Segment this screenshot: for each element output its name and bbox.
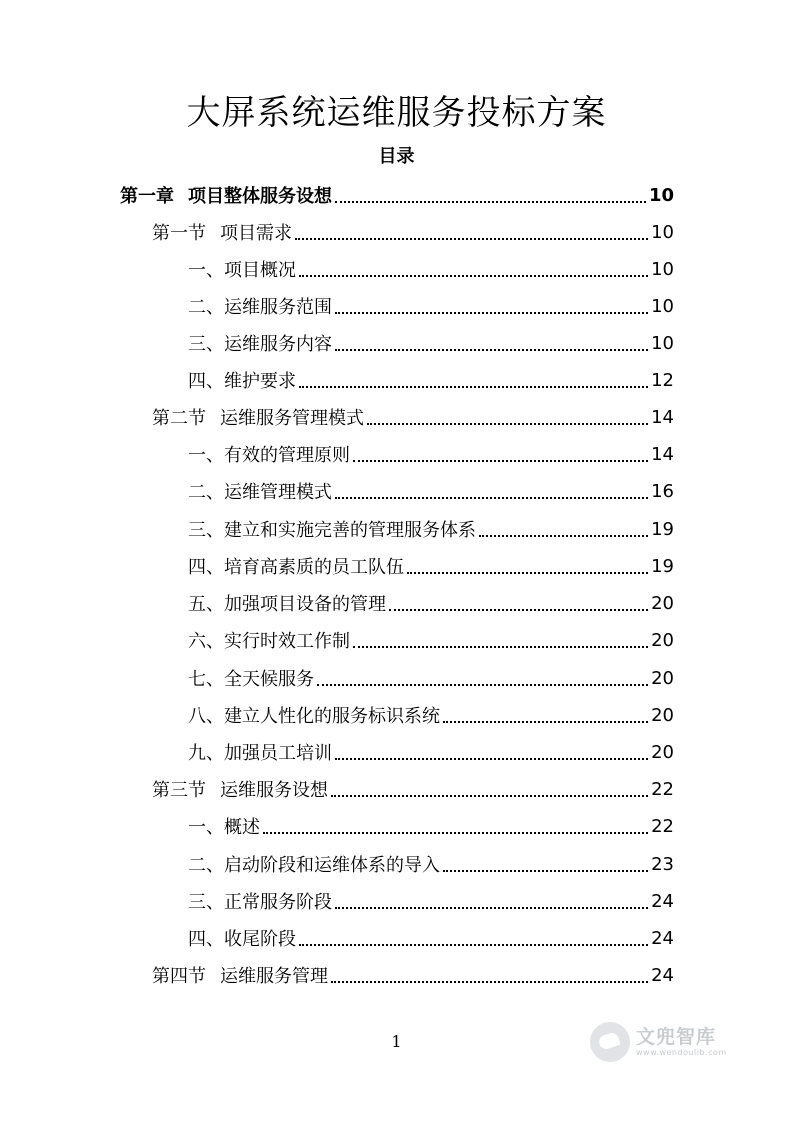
toc-entry-item[interactable] <box>188 660 674 696</box>
toc-entry-item[interactable] <box>188 288 674 324</box>
toc-entry-page: 23 <box>651 853 674 875</box>
toc-entry-page: 24 <box>651 964 674 986</box>
toc-entry-page: 19 <box>651 518 674 540</box>
toc-entry-number: 三、 <box>188 520 224 541</box>
toc-entry-item[interactable] <box>188 473 674 509</box>
toc-entry-number: 二、 <box>188 482 224 503</box>
toc-entry-item[interactable] <box>188 585 674 621</box>
toc-entry-chapter[interactable] <box>120 177 674 213</box>
toc-entry-page: 24 <box>651 927 674 949</box>
toc-entry-label: 建立和实施完善的管理服务体系 <box>224 520 476 541</box>
toc-entry-label: 运维服务内容 <box>224 334 332 355</box>
toc-entry-page: 14 <box>651 443 674 465</box>
toc-leader-dots <box>335 758 648 760</box>
toc-entry-page: 10 <box>651 295 674 317</box>
toc-entry-label: 实行时效工作制 <box>224 631 350 652</box>
document-title: 大屏系统运维服务投标方案 <box>186 93 607 133</box>
toc-entry-number: 八、 <box>188 706 224 727</box>
toc-entry-number: 四、 <box>188 929 224 950</box>
toc-leader-dots <box>295 238 648 240</box>
toc-entry-item[interactable] <box>188 362 674 398</box>
toc-entry-item[interactable] <box>188 734 674 770</box>
toc-leader-dots <box>389 609 648 611</box>
toc-entry-number: 第四节 <box>152 966 206 987</box>
watermark-logo-icon <box>590 1022 630 1062</box>
toc-leader-dots <box>263 832 648 834</box>
toc-entry-label: 维护要求 <box>224 371 296 392</box>
toc-entry-number: 第一节 <box>152 223 206 244</box>
toc-entry-section[interactable] <box>152 957 674 993</box>
toc-entry-label: 概述 <box>224 817 260 838</box>
toc-leader-dots <box>443 870 648 872</box>
toc-leader-dots <box>331 795 648 797</box>
toc-entry-page: 20 <box>651 592 674 614</box>
toc-entry-section[interactable] <box>152 214 674 250</box>
toc-entry-label: 加强项目设备的管理 <box>224 594 386 615</box>
toc-leader-dots <box>335 497 648 499</box>
toc-entry-item[interactable] <box>188 883 674 919</box>
watermark <box>590 1022 727 1062</box>
toc-entry-number: 五、 <box>188 594 224 615</box>
toc-leader-dots <box>299 275 648 277</box>
toc-entry-label: 正常服务阶段 <box>224 892 332 913</box>
toc-heading: 目录 <box>378 146 415 167</box>
toc-entry-page: 10 <box>651 221 674 243</box>
toc-entry-number: 一、 <box>188 260 224 281</box>
toc-entry-label: 有效的管理原则 <box>224 445 350 466</box>
toc-entry-label: 收尾阶段 <box>224 929 296 950</box>
toc-entry-page: 10 <box>651 258 674 280</box>
toc-leader-dots <box>443 721 648 723</box>
toc-entry-section[interactable] <box>152 771 674 807</box>
toc-entry-number: 第一章 <box>120 186 174 207</box>
toc-entry-label: 项目概况 <box>224 260 296 281</box>
toc-entry-item[interactable] <box>188 808 674 844</box>
toc-leader-dots <box>407 572 648 574</box>
toc-entry-number: 二、 <box>188 855 224 876</box>
toc-entry-page: 16 <box>651 480 674 502</box>
toc-entry-page: 10 <box>651 332 674 354</box>
toc-leader-dots <box>317 684 648 686</box>
toc-entry-label: 建立人性化的服务标识系统 <box>224 706 440 727</box>
toc-entry-item[interactable] <box>188 920 674 956</box>
toc-entry-label: 项目整体服务设想 <box>188 186 332 207</box>
toc-entry-label: 运维服务管理 <box>220 966 328 987</box>
toc-entry-page: 12 <box>651 369 674 391</box>
toc-entry-number: 一、 <box>188 817 224 838</box>
toc-leader-dots <box>353 460 648 462</box>
toc-entry-page: 20 <box>651 629 674 651</box>
toc-entry-page: 10 <box>648 184 674 206</box>
toc-entry-page: 14 <box>651 406 674 428</box>
toc-entry-number: 一、 <box>188 445 224 466</box>
toc-leader-dots <box>335 349 648 351</box>
toc-entry-label: 加强员工培训 <box>224 743 332 764</box>
toc-entry-item[interactable] <box>188 511 674 547</box>
toc-entry-item[interactable] <box>188 436 674 472</box>
toc-entry-label: 项目需求 <box>220 223 292 244</box>
toc-leader-dots <box>335 312 648 314</box>
toc-entry-label: 运维服务范围 <box>224 297 332 318</box>
toc-entry-page: 19 <box>651 555 674 577</box>
toc-entry-label: 启动阶段和运维体系的导入 <box>224 855 440 876</box>
toc-leader-dots <box>299 944 648 946</box>
watermark-url: www.wendoulib.com <box>636 1048 727 1057</box>
toc-entry-number: 四、 <box>188 557 224 578</box>
toc-entry-number: 四、 <box>188 371 224 392</box>
toc-leader-dots <box>335 907 648 909</box>
toc-entry-label: 全天候服务 <box>224 669 314 690</box>
toc-entry-number: 七、 <box>188 669 224 690</box>
toc-entry-label: 运维服务管理模式 <box>220 408 364 429</box>
toc-entry-number: 二、 <box>188 297 224 318</box>
toc-leader-dots <box>367 423 648 425</box>
toc-entry-page: 20 <box>651 667 674 689</box>
toc-leader-dots <box>479 535 648 537</box>
toc-entry-number: 六、 <box>188 631 224 652</box>
toc-leader-dots <box>299 386 648 388</box>
watermark-name: 文兜智库 <box>636 1026 717 1048</box>
toc-entry-page: 20 <box>651 704 674 726</box>
toc-entry-item[interactable] <box>188 325 674 361</box>
toc-entry-number: 第二节 <box>152 408 206 429</box>
toc-entry-section[interactable] <box>152 399 674 435</box>
toc-leader-dots <box>331 981 648 983</box>
toc-entry-item[interactable] <box>188 548 674 584</box>
page-number: 1 <box>391 1032 402 1051</box>
toc-leader-dots <box>335 201 646 203</box>
toc-entry-page: 24 <box>651 890 674 912</box>
toc-leader-dots <box>353 646 648 648</box>
toc-entry-page: 20 <box>651 741 674 763</box>
toc-entry-page: 22 <box>651 778 674 800</box>
toc-entry-item[interactable] <box>188 697 674 733</box>
toc-entry-number: 三、 <box>188 892 224 913</box>
toc-entry-number: 第三节 <box>152 780 206 801</box>
toc-entry-label: 运维管理模式 <box>224 482 332 503</box>
toc-entry-label: 培育高素质的员工队伍 <box>224 557 404 578</box>
toc-entry-item[interactable] <box>188 251 674 287</box>
toc-entry-number: 三、 <box>188 334 224 355</box>
toc-entry-item[interactable] <box>188 846 674 882</box>
toc-entry-label: 运维服务设想 <box>220 780 328 801</box>
toc-entry-number: 九、 <box>188 743 224 764</box>
toc-entry-page: 22 <box>651 815 674 837</box>
toc-entry-item[interactable] <box>188 622 674 658</box>
